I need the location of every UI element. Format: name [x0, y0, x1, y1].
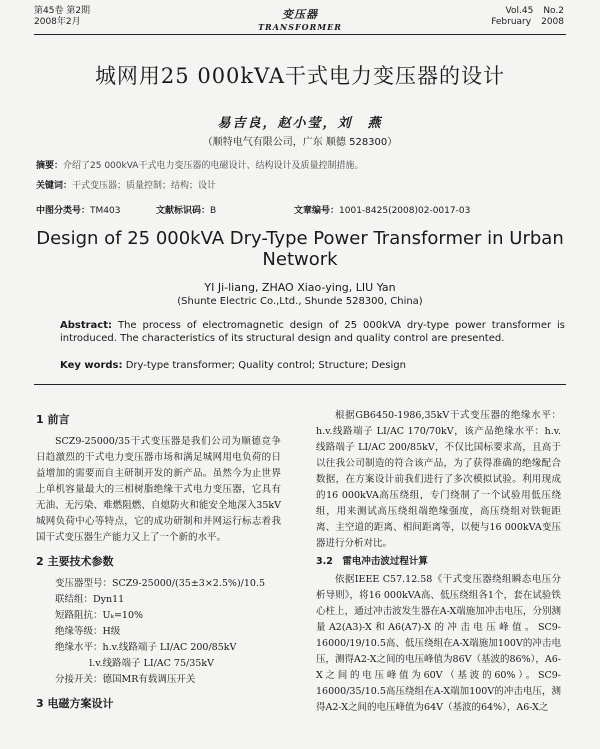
subsection-3-2-title: 3.2 雷电冲击波过程计算 [316, 556, 428, 567]
abstract-cn-text: 介绍了25 000kVA干式电力变压器的电磁设计、结构设计及质量控制措施。 [63, 161, 364, 171]
right-paragraph-2: 依据IEEE C57.12.58《干式变压器绕组瞬态电压分析导则》，将16 000kVA高、低压绕组各1个，套在试验铁心柱上，通过冲击波发生器在A-X端施加冲击电压，分别测量A2(A3)-X和A6(A7)-X的冲击电压峰值。SC9-16000/19/10.5高、低压绕组在A-X端施加100V的冲击电压，测得A2-X之间的电压峰值为86V（基波的86%），A6-X之间的电压峰值为60V（基波的60%）。SC9-16000/35/10.5高压绕组在A-X端加100V的冲击电压，测得A2-X之间的电压峰值为64V（基波的64%），A6-X之 [316, 574, 561, 713]
authors-cn: 易吉良，赵小莹，刘 燕 [217, 116, 383, 131]
abstract-en-label: Abstract: [60, 320, 113, 331]
keywords-cn-text: 干式变压器；质量控制；结构；设计 [72, 181, 217, 191]
abstract-cn-label: 摘要： [36, 161, 64, 171]
affiliation-cn: （顺特电气有限公司，广东 顺德 528300） [202, 137, 398, 148]
param-item: 联结组：Dyn11 [55, 594, 125, 605]
header-no: No.2 [543, 6, 564, 16]
section-3-title: 3 电磁方案设计 [36, 697, 114, 710]
keywords-cn-label: 关键词： [36, 181, 73, 191]
param-item: 绝缘等级：H级 [55, 626, 121, 637]
title-en: Design of 25 000kVA Dry-Type Power Transformer in Urban Network [36, 228, 564, 270]
param-item: 变压器型号：SCZ9-25000/(35±3×2.5%)/10.5 [55, 578, 266, 589]
keywords-en-label: Key words: [60, 360, 123, 371]
authors-en: YI Ji-liang, ZHAO Xiao-ying, LIU Yan [204, 281, 396, 294]
abstract-en-text: The process of electromagnetic design of 25 000kVA dry-type power transformer is introduced. The characteristics of its structural design and quality control are presented. [60, 320, 565, 344]
header-right [481, 6, 564, 28]
section-1-title: 1 前言 [36, 413, 70, 426]
header-volume-cn: 第45卷 第2期 [34, 6, 91, 16]
keywords-en [60, 360, 565, 371]
document-code: 文献标识码：B [156, 206, 217, 216]
header-month: February [491, 17, 532, 27]
keywords-cn [36, 180, 566, 192]
abstract-en [60, 320, 565, 345]
article-number: 文章编号：1001-8425(2008)02-0017-03 [294, 206, 471, 216]
running-header [0, 6, 600, 32]
header-year: 2008 [541, 17, 564, 27]
right-column [316, 408, 561, 716]
param-item: 分接开关：德国MR有载调压开关 [55, 674, 196, 685]
param-item: 绝缘水平：h.v.线路端子 LI/AC 200/85kV [55, 642, 237, 653]
affiliation-en: (Shunte Electric Co.,Ltd., Shunde 528300, China) [177, 296, 423, 307]
header-date-cn: 2008年2月 [34, 17, 81, 27]
param-item: 短路阻抗：Uₖ=10% [55, 610, 144, 621]
section-1-paragraph: SCZ9-25000/35干式变压器是我们公司为顺德竞争日趋激烈的干式电力变压器市场和满足城网用电负荷的日益增加的需要而自主研制开发的新产品。虽然今为止世界上单机容量最大的三相树脂绝缘干式电力变压器，它具有无油、无污染、难燃阻燃、自熄防火和能安全地深入35kV城网负荷中心等特点，它的成功研制和并网运行标志着我国干式变压器生产能力又上了一个新的水平。 [36, 436, 281, 543]
left-column [36, 408, 281, 718]
journal-name-en: TRANSFORMER [258, 22, 342, 32]
journal-name-cn: 变压器 [282, 8, 318, 21]
header-rule [34, 34, 566, 35]
header-vol: Vol.45 [505, 6, 534, 16]
keywords-en-text: Dry-type transformer; Quality control; Structure; Design [125, 360, 406, 371]
right-paragraph-1: 根据GB6450-1986,35kV干式变压器的绝缘水平：h.v.线路端子 LI/AC 170/70kV，该产品绝缘水平：h.v.线路端子 LI/AC 200/85kV，不仅比国标要求高，且高于以往我公司制造的符合该产品，为了获得准确的绝缘配合数据，在方案设计前我们进行了多次模拟试验。利用现成的16 000kVA高压绕组，专门绕制了一个试验用低压绕组，用来测试高压绕组端绝缘强度，高压绕组对铁轭距离、主空道的距离、相间距离等，以便与16 000kVA变压器进行分析对比。 [316, 410, 561, 549]
abstract-cn [36, 160, 566, 172]
section-2-title: 2 主要技术参数 [36, 555, 114, 568]
divider-rule [34, 384, 566, 385]
clc-number: 中图分类号：TM403 [36, 206, 121, 216]
title-cn: 城网用25 000kVA干式电力变压器的设计 [94, 64, 506, 88]
param-item-continued: l.v.线路端子 LI/AC 75/35kV [89, 658, 214, 669]
